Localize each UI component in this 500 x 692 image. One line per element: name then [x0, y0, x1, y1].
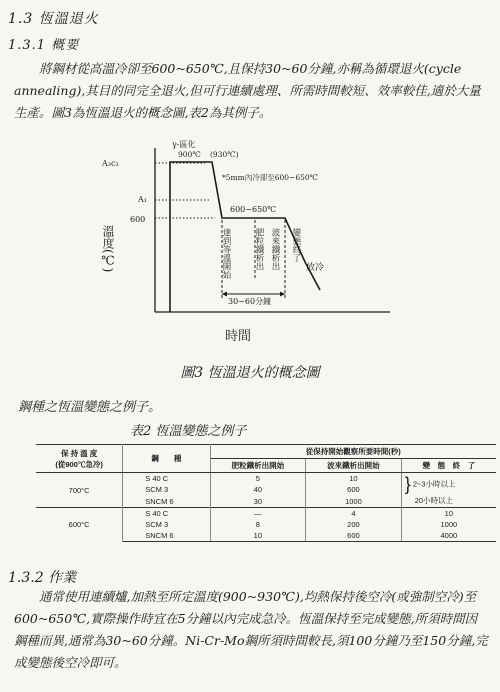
duration-label: 30~60分鐘	[228, 297, 272, 306]
subsection-1-text: 將鋼材從高溫冷卻至600~650℃,且保持30~60分鐘,亦稱為循環退火(cycle annealing),其目的同完全退火,但可行連續處理、所需時間較短、效率較佳,適於大量生產。圖3為恆溫退火的概念圖,表2為其例子。	[14, 61, 481, 120]
steel-cell: SNCM 6	[123, 530, 210, 542]
header-time-group: 從保持開始觀察所要時間(秒)	[210, 445, 496, 459]
cell-c2: 200	[306, 519, 402, 530]
stage-1-label: 達到等溫開始	[221, 228, 231, 279]
figure-caption: 圖3 恆溫退火的概念圖	[180, 365, 320, 381]
example-title: 鋼種之恆溫變態之例子。	[18, 400, 162, 415]
steel-cell: SCM 3	[123, 484, 210, 495]
table-row	[36, 508, 496, 520]
group-1-brace-cell: } 2~3小時以上 20小時以上	[404, 474, 456, 505]
stage-4-label: 變態終了	[291, 228, 301, 262]
cell-c2: 1000	[306, 496, 402, 508]
y-axis-label: 溫度(℃)	[101, 225, 115, 273]
cell-c1: 10	[210, 530, 306, 542]
cell-c3: 1000	[440, 520, 458, 529]
steel-cell: SCM 3	[123, 519, 210, 530]
hold-temp-label: 600~650℃	[230, 205, 277, 214]
header-hold-temp-main: 保 持 溫 度	[61, 448, 98, 458]
steel-cell: SNCM 6	[123, 496, 210, 508]
cell-c1: 40	[210, 484, 306, 495]
temp-label-paren: (930℃)	[210, 150, 239, 159]
temp-label: 900℃	[178, 150, 201, 159]
section-title: 恆溫退火	[38, 11, 99, 27]
gamma-label: γ-區化	[172, 140, 196, 149]
subsection-2-heading	[8, 567, 76, 587]
subsection-1-number: 1.3.1	[8, 38, 47, 53]
header-steel: 鋼 種	[123, 445, 210, 473]
cell-c2: 10	[306, 473, 402, 485]
cell-c1: 8	[210, 519, 306, 530]
brace-note-2: 20小時以上	[414, 496, 454, 505]
subsection-2-title: 作業	[48, 570, 77, 586]
cell-c3: 4000	[401, 530, 496, 542]
y-tick-ac3: A₃c₃	[102, 159, 119, 168]
transformation-table	[36, 444, 496, 542]
group-2-temp: 600°C	[36, 508, 123, 542]
cooling-end-label: 放冷	[306, 263, 325, 273]
subsection-1-heading	[8, 34, 79, 53]
x-axis-label: 時間	[225, 329, 252, 344]
header-col2: 波來鐵析出開始	[306, 459, 402, 473]
section-heading	[8, 8, 99, 28]
steel-cell: S 40 C	[123, 473, 210, 485]
arrow-right	[280, 292, 285, 297]
cell-c1: 30	[210, 496, 306, 508]
y-tick-a1: A₁	[138, 195, 147, 204]
cell-c2: 4	[306, 508, 402, 520]
stage-2-label: 肥粒鐵析出	[254, 228, 264, 271]
subsection-1-title: 概要	[51, 38, 80, 53]
header-hold-temp-sub: (從900℃急冷)	[55, 459, 103, 469]
cooling-note: *5mm內冷卻至600~650℃	[222, 173, 319, 182]
subsection-1-paragraph	[14, 58, 484, 124]
arrow-left	[222, 292, 227, 297]
table-row	[36, 473, 496, 485]
steel-cell: S 40 C	[123, 508, 210, 520]
header-col1: 肥粒鐵析出開始	[210, 459, 306, 473]
stage-3-label: 波來鐵析出	[270, 228, 280, 271]
table-caption: 表2 恆溫變態之例子	[130, 424, 247, 439]
header-hold-temp	[36, 445, 123, 473]
cell-c2: 600	[306, 484, 402, 495]
group-1-temp: 700°C	[36, 473, 123, 508]
header-col3: 變 態 終 了	[401, 459, 496, 473]
annealing-concept-diagram	[100, 140, 400, 350]
brace-note-1: 2~3小時以上	[412, 479, 456, 489]
cell-c2: 600	[306, 530, 402, 542]
cell-c1: 5	[210, 473, 306, 485]
y-tick-600: 600	[130, 215, 146, 224]
subsection-2-number: 1.3.2	[8, 570, 44, 586]
section-number: 1.3	[8, 11, 34, 27]
subsection-2-text: 通常使用連續爐,加熱至所定溫度(900~930℃),均熱保持後空冷(或強制空冷)至600~650℃,實際操作時宜在5分鐘以內完成急冷。恆溫保持至完成變態,所須時間因鋼種而異,通常為30~60分鐘。Ni-Cr-Mo鋼所須時間較長,須100分鐘乃至150分鐘,完成變態後空冷即可。	[14, 589, 488, 670]
subsection-2-paragraph	[14, 586, 488, 674]
cell-c1: —	[210, 508, 306, 520]
cell-c3: 10	[401, 508, 496, 520]
